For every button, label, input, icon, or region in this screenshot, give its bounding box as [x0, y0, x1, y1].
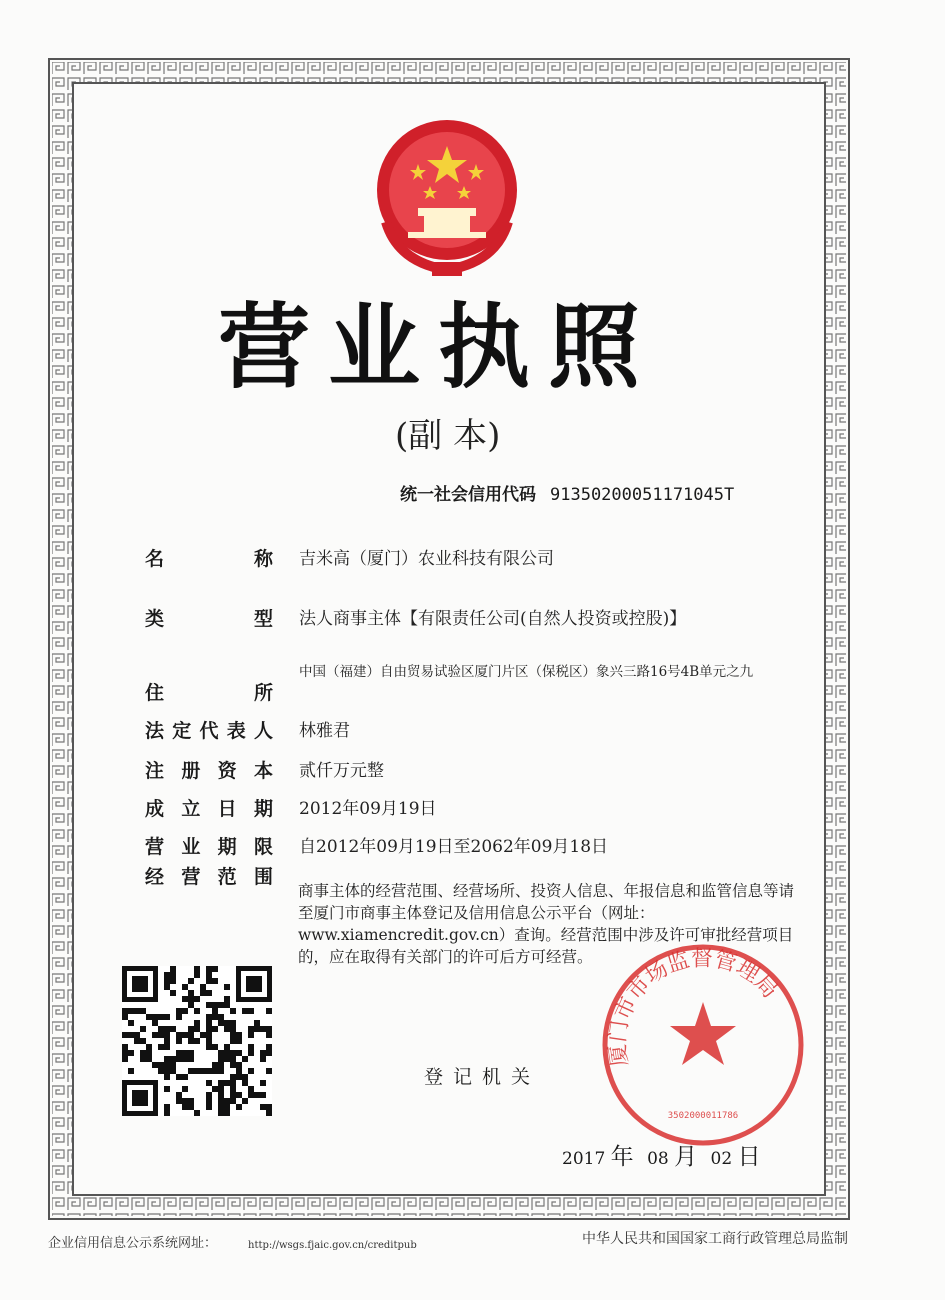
qr-module — [140, 1026, 146, 1032]
qr-module — [182, 1056, 188, 1062]
qr-module — [182, 1074, 188, 1080]
qr-module — [188, 1068, 194, 1074]
qr-module — [182, 1032, 188, 1038]
qr-module — [182, 984, 188, 990]
qr-module — [176, 1056, 182, 1062]
qr-module — [170, 966, 176, 972]
qr-module — [218, 1080, 224, 1086]
qr-module — [122, 1050, 128, 1056]
qr-code[interactable] — [122, 966, 272, 1116]
field-label: 名 称 — [145, 548, 273, 570]
qr-module — [230, 1092, 236, 1098]
qr-module — [266, 1050, 272, 1056]
qr-module — [182, 996, 188, 1002]
qr-module — [206, 990, 212, 996]
qr-module — [122, 1032, 128, 1038]
qr-module — [140, 1050, 146, 1056]
qr-module — [152, 1062, 158, 1068]
qr-module — [122, 1044, 128, 1050]
field-type — [145, 604, 686, 631]
qr-module — [260, 1026, 266, 1032]
qr-module — [140, 1008, 146, 1014]
seal-text: 厦门市市场监督管理局 — [605, 946, 783, 1068]
license-subtitle: (副 本) — [395, 416, 501, 456]
qr-module — [188, 996, 194, 1002]
qr-module — [194, 996, 200, 1002]
qr-module — [164, 1104, 170, 1110]
qr-module — [212, 1068, 218, 1074]
qr-module — [224, 1044, 230, 1050]
qr-module — [236, 1062, 242, 1068]
qr-module — [176, 1008, 182, 1014]
qr-module — [218, 1050, 224, 1056]
qr-module — [206, 966, 212, 972]
qr-module — [146, 1014, 152, 1020]
company-name-value: 吉米高（厦门）农业科技有限公司 — [299, 549, 554, 569]
qr-module — [206, 1098, 212, 1104]
qr-module — [224, 1002, 230, 1008]
qr-module — [188, 1002, 194, 1008]
official-seal — [598, 940, 808, 1150]
qr-module — [182, 1008, 188, 1014]
qr-module — [218, 1086, 224, 1092]
qr-module — [122, 1014, 128, 1020]
qr-module — [218, 1002, 224, 1008]
qr-module — [194, 1038, 200, 1044]
qr-module — [176, 1074, 182, 1080]
qr-module — [164, 984, 170, 990]
qr-module — [200, 990, 206, 996]
qr-module — [248, 1026, 254, 1032]
qr-module — [206, 1038, 212, 1044]
qr-module — [236, 1074, 242, 1080]
qr-module — [164, 1044, 170, 1050]
qr-module — [206, 1092, 212, 1098]
qr-module — [266, 1044, 272, 1050]
established-date-value: 2012年09月19日 — [299, 799, 437, 819]
qr-module — [224, 1104, 230, 1110]
qr-module — [224, 1110, 230, 1116]
qr-module — [230, 1032, 236, 1038]
qr-module — [194, 1068, 200, 1074]
qr-module — [218, 1110, 224, 1116]
field-label: 法 定 代 表 人 — [145, 720, 273, 742]
qr-module — [242, 1074, 248, 1080]
qr-module — [266, 1104, 272, 1110]
qr-module — [260, 1050, 266, 1056]
qr-module — [242, 1008, 248, 1014]
qr-module — [206, 1044, 212, 1050]
qr-module — [230, 1056, 236, 1062]
issue-date: 2017 年 08 月 02 日 — [562, 1144, 761, 1170]
qr-module — [146, 1044, 152, 1050]
qr-module — [188, 1050, 194, 1056]
qr-module — [158, 1062, 164, 1068]
qr-module — [242, 1098, 248, 1104]
qr-module — [176, 1050, 182, 1056]
qr-module — [248, 1068, 254, 1074]
qr-module — [188, 1026, 194, 1032]
qr-module — [230, 1074, 236, 1080]
qr-module — [188, 1098, 194, 1104]
qr-module — [230, 1038, 236, 1044]
business-scope-text: 商事主体的经营范围、经营场所、投资人信息、年报信息和监管信息等请至厦门市商事主体登记及信用信息公示平台（网址：www.xiamencredit.gov.cn）查询。经营范围中涉及许可审批经营项目的，应在取得有关部门的许可后方可经营。 — [298, 882, 795, 966]
qr-module — [206, 1002, 212, 1008]
field-address — [145, 662, 779, 705]
qr-module — [212, 1044, 218, 1050]
qr-module — [170, 1026, 176, 1032]
qr-module — [164, 1032, 170, 1038]
qr-module — [200, 984, 206, 990]
qr-module — [206, 1068, 212, 1074]
field-established — [145, 794, 437, 821]
qr-module — [164, 1074, 170, 1080]
qr-module — [122, 1008, 128, 1014]
qr-module — [164, 1068, 170, 1074]
qr-module — [194, 1026, 200, 1032]
qr-module — [206, 1104, 212, 1110]
qr-module — [230, 1086, 236, 1092]
qr-module — [170, 990, 176, 996]
credit-code — [400, 480, 734, 505]
qr-module — [176, 1092, 182, 1098]
capital-value: 贰仟万元整 — [299, 761, 384, 781]
qr-module — [158, 1044, 164, 1050]
qr-module — [218, 1014, 224, 1020]
qr-module — [248, 1092, 254, 1098]
qr-module — [218, 1104, 224, 1110]
qr-module — [248, 1032, 254, 1038]
qr-module — [260, 1080, 266, 1086]
qr-module — [158, 1032, 164, 1038]
qr-module — [236, 1032, 242, 1038]
qr-module — [248, 1044, 254, 1050]
qr-module — [128, 1068, 134, 1074]
qr-module — [260, 1104, 266, 1110]
qr-module — [212, 1026, 218, 1032]
legal-rep-value: 林雅君 — [299, 721, 350, 741]
qr-module — [212, 966, 218, 972]
qr-module — [254, 1026, 260, 1032]
qr-module — [170, 972, 176, 978]
qr-module — [164, 1014, 170, 1020]
credit-code-value: 91350200051171045T — [550, 485, 735, 505]
qr-module — [224, 1098, 230, 1104]
qr-module — [134, 1038, 140, 1044]
qr-module — [212, 1062, 218, 1068]
seal-number: 3502000011786 — [667, 1111, 739, 1121]
field-label: 注 册 资 本 — [145, 760, 273, 782]
qr-module — [254, 1020, 260, 1026]
qr-module — [218, 1068, 224, 1074]
qr-module — [188, 1056, 194, 1062]
qr-module — [134, 1008, 140, 1014]
qr-module — [194, 1008, 200, 1014]
qr-module — [188, 1032, 194, 1038]
qr-module — [212, 1008, 218, 1014]
qr-module — [206, 1020, 212, 1026]
qr-module — [152, 1020, 158, 1026]
qr-module — [164, 978, 170, 984]
qr-module — [230, 1080, 236, 1086]
qr-module — [194, 972, 200, 978]
qr-module — [224, 1026, 230, 1032]
license-title: 营业执照 — [218, 294, 659, 401]
qr-module — [188, 978, 194, 984]
qr-module — [164, 1026, 170, 1032]
qr-module — [212, 1086, 218, 1092]
qr-module — [248, 1050, 254, 1056]
qr-module — [194, 966, 200, 972]
qr-module — [230, 1020, 236, 1026]
registration-authority: 登记机关 — [424, 1066, 541, 1088]
field-term — [145, 832, 608, 859]
qr-module — [188, 1038, 194, 1044]
qr-module — [170, 1056, 176, 1062]
qr-module — [224, 1056, 230, 1062]
qr-module — [164, 1056, 170, 1062]
qr-module — [266, 1110, 272, 1116]
qr-module — [200, 1068, 206, 1074]
qr-module — [242, 1056, 248, 1062]
qr-module — [158, 1014, 164, 1020]
qr-module — [206, 1032, 212, 1038]
qr-module — [218, 1056, 224, 1062]
qr-module — [212, 1014, 218, 1020]
footer-url[interactable]: http://wsgs.fjaic.gov.cn/creditpub — [248, 1240, 417, 1251]
qr-module — [158, 1026, 164, 1032]
qr-module — [194, 1020, 200, 1026]
field-label: 营 业 期 限 — [145, 836, 273, 858]
qr-module — [224, 1080, 230, 1086]
qr-module — [134, 1032, 140, 1038]
qr-module — [182, 1098, 188, 1104]
qr-module — [266, 1032, 272, 1038]
qr-module — [236, 1038, 242, 1044]
qr-module — [170, 1068, 176, 1074]
qr-module — [164, 1062, 170, 1068]
qr-module — [140, 1038, 146, 1044]
qr-module — [260, 1092, 266, 1098]
footer-left-label: 企业信用信息公示系统网址： — [48, 1236, 218, 1251]
qr-module — [230, 1008, 236, 1014]
qr-module — [164, 1086, 170, 1092]
qr-module — [230, 1062, 236, 1068]
qr-module — [224, 1020, 230, 1026]
qr-module — [164, 1038, 170, 1044]
qr-module — [218, 1092, 224, 1098]
qr-module — [206, 978, 212, 984]
qr-module — [254, 1092, 260, 1098]
qr-module — [224, 996, 230, 1002]
field-capital — [145, 756, 384, 783]
qr-module — [182, 1086, 188, 1092]
footer-right-label: 中华人民共和国国家工商行政管理总局监制 — [582, 1231, 848, 1247]
qr-module — [170, 978, 176, 984]
qr-module — [212, 1002, 218, 1008]
qr-module — [248, 1086, 254, 1092]
qr-module — [128, 1032, 134, 1038]
credit-code-label: 统一社会信用代码 — [400, 485, 536, 505]
qr-module — [218, 1020, 224, 1026]
qr-module — [146, 1056, 152, 1062]
qr-module — [170, 1062, 176, 1068]
qr-module — [164, 972, 170, 978]
qr-module — [200, 1032, 206, 1038]
qr-module — [230, 1050, 236, 1056]
qr-module — [224, 1050, 230, 1056]
qr-module — [182, 1050, 188, 1056]
qr-module — [152, 1032, 158, 1038]
qr-module — [206, 1014, 212, 1020]
qr-module — [176, 1014, 182, 1020]
qr-module — [140, 1056, 146, 1062]
qr-module — [212, 978, 218, 984]
qr-module — [248, 1008, 254, 1014]
field-label: 成 立 日 期 — [145, 798, 273, 820]
address-value: 中国（福建）自由贸易试验区厦门片区（保税区）象兴三路16号4B单元之九 — [299, 664, 754, 680]
qr-module — [128, 1020, 134, 1026]
qr-module — [206, 1080, 212, 1086]
field-label: 住 所 — [145, 682, 273, 704]
qr-module — [146, 1050, 152, 1056]
qr-module — [188, 1104, 194, 1110]
qr-module — [194, 1110, 200, 1116]
qr-module — [158, 1068, 164, 1074]
qr-module — [152, 1014, 158, 1020]
qr-module — [218, 1098, 224, 1104]
national-emblem — [368, 112, 526, 282]
qr-module — [176, 1032, 182, 1038]
qr-module — [188, 990, 194, 996]
qr-module — [236, 1104, 242, 1110]
qr-module — [206, 972, 212, 978]
qr-module — [206, 1026, 212, 1032]
field-name — [145, 544, 554, 571]
qr-module — [242, 1080, 248, 1086]
qr-module — [236, 1068, 242, 1074]
qr-module — [236, 1050, 242, 1056]
company-type-value: 法人商事主体【有限责任公司(自然人投资或控股)】 — [299, 609, 687, 629]
qr-module — [128, 1008, 134, 1014]
qr-module — [128, 1050, 134, 1056]
qr-module — [176, 1098, 182, 1104]
field-label: 经 营 范 围 — [145, 866, 273, 888]
field-scope — [145, 862, 273, 889]
qr-module — [230, 1098, 236, 1104]
field-label: 类 型 — [145, 608, 273, 630]
business-term-value: 自2012年09月19日至2062年09月18日 — [299, 837, 609, 857]
qr-module — [266, 1026, 272, 1032]
qr-module — [260, 1056, 266, 1062]
qr-module — [122, 1056, 128, 1062]
qr-module — [224, 984, 230, 990]
field-legal-rep — [145, 716, 350, 743]
qr-module — [266, 1068, 272, 1074]
qr-module — [236, 1092, 242, 1098]
qr-module — [176, 1038, 182, 1044]
qr-module — [218, 1062, 224, 1068]
qr-module — [266, 1008, 272, 1014]
qr-module — [164, 1110, 170, 1116]
qr-module — [230, 1026, 236, 1032]
qr-module — [182, 1104, 188, 1110]
